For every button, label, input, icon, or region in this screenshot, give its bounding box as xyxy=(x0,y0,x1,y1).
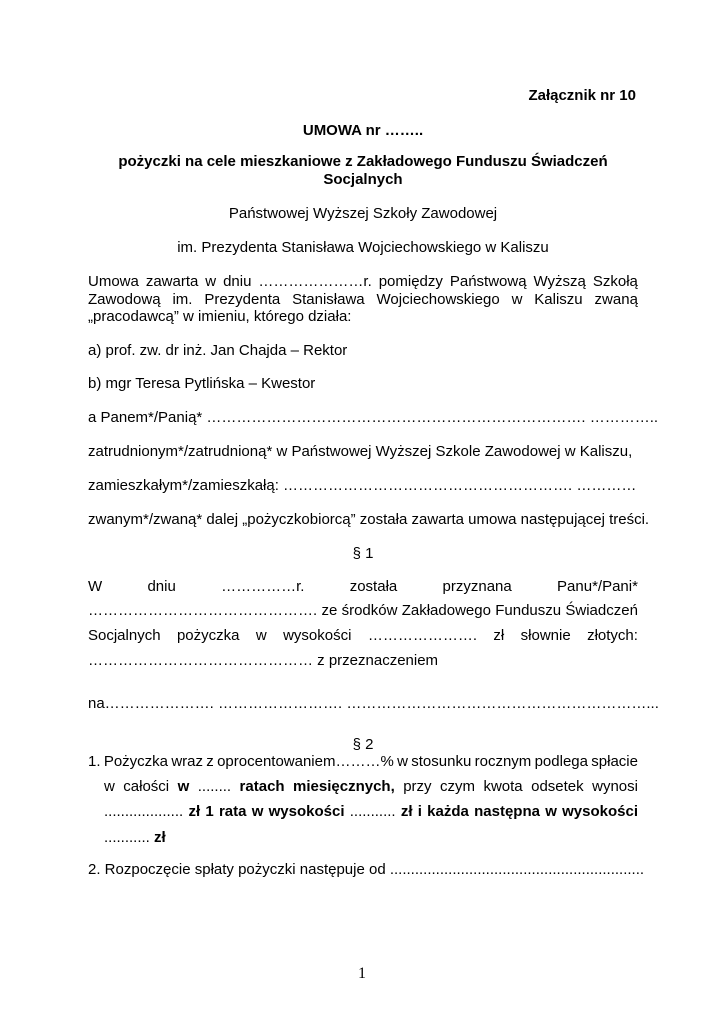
text-run: ................... xyxy=(104,803,189,820)
borrower-named-line: zwanym*/zwaną* dalej „pożyczkobiorcą” została zawarta umowa następującej treści. xyxy=(88,511,650,528)
section2-p1-line3 xyxy=(104,803,638,821)
word: dniu xyxy=(223,273,252,290)
word: przyznana xyxy=(442,578,512,595)
word: pożyczka xyxy=(176,627,240,644)
text-run: w xyxy=(177,778,190,795)
section1-line1 xyxy=(88,578,638,596)
word: Zawodową xyxy=(88,291,161,308)
word: …………………r. xyxy=(258,273,372,290)
word: zł xyxy=(493,627,505,644)
word: …………………. xyxy=(367,627,478,644)
word: słownie xyxy=(520,627,571,644)
word: Kaliszu xyxy=(534,291,583,308)
word: pomiędzy xyxy=(378,273,443,290)
word: środków xyxy=(341,602,398,619)
word: Prezydenta xyxy=(204,291,281,308)
text-run: przy czym kwota odsetek wynosi xyxy=(394,778,638,795)
school-name-line2: im. Prezydenta Stanisława Wojciechowskiego w Kaliszu xyxy=(177,239,549,256)
party-rector: a) prof. zw. dr inż. Jan Chajda – Rektor xyxy=(88,342,348,359)
word: rocznym xyxy=(474,753,532,770)
word: Pożyczka xyxy=(103,753,169,770)
word: ………………………………………. xyxy=(88,602,318,619)
intro-line3: „pracodawcą” w imieniu, którego działa: xyxy=(88,308,352,325)
school-name-line1: Państwowej Wyższej Szkoły Zawodowej xyxy=(228,205,498,222)
intro-line1 xyxy=(88,273,638,291)
section1-line4: ……………………………………… z przeznaczeniem xyxy=(88,652,439,669)
intro-line2 xyxy=(88,291,638,309)
word: Stanisława xyxy=(292,291,365,308)
word: wraz xyxy=(171,753,203,770)
word: z xyxy=(206,753,214,770)
word: w xyxy=(397,753,408,770)
text-run: ........... xyxy=(344,803,401,820)
text-run: zł i każda następna w wysokości xyxy=(400,803,638,820)
text-run: ........ xyxy=(189,778,240,795)
contract-subtitle-line1: pożyczki na cele mieszkaniowe z Zakładowego Funduszu Świadczeń xyxy=(118,153,608,170)
word: została xyxy=(349,578,398,595)
word: Socjalnych xyxy=(88,627,161,644)
word: im. xyxy=(172,291,193,308)
text-run: zł 1 rata w wysokości xyxy=(188,803,345,820)
text-run: w całości xyxy=(104,778,178,795)
word: w xyxy=(511,291,523,308)
party-borrower: a Panem*/Panią* …………………………………………………………………. ………….. xyxy=(88,409,659,426)
word: Wojciechowskiego xyxy=(376,291,500,308)
word: Panu*/Pani* xyxy=(557,578,638,595)
word: zawarta xyxy=(145,273,199,290)
section2-p2: 2. Rozpoczęcie spłaty pożyczki następuje od ............................................................. xyxy=(88,861,645,878)
word: ze xyxy=(321,602,338,619)
word: dniu xyxy=(147,578,176,595)
word: ……………r. xyxy=(221,578,305,595)
word: wysokości xyxy=(283,627,352,644)
word: 1. xyxy=(88,753,101,770)
contract-subtitle-line2: Socjalnych xyxy=(323,171,403,188)
word: spłacie xyxy=(591,753,638,770)
contract-title: UMOWA nr …….. xyxy=(302,122,424,139)
section1-line3 xyxy=(88,627,638,645)
word: Państwową xyxy=(449,273,527,290)
word: Zakładowego xyxy=(401,602,491,619)
residence-line: zamieszkałym*/zamieszkałą: …………………………………………………. ………… xyxy=(88,477,637,494)
party-bursar: b) mgr Teresa Pytlińska – Kwestor xyxy=(88,375,316,392)
employment-line: zatrudnionym*/zatrudnioną* w Państwowej Wyższej Szkole Zawodowej w Kaliszu, xyxy=(88,443,633,460)
section2-p1-line1 xyxy=(88,753,638,771)
word: stosunku xyxy=(411,753,472,770)
word: zwaną xyxy=(594,291,638,308)
section1-purpose-line: na…………………. ……………………. ……………………………………………………... xyxy=(88,695,659,712)
page-number: 1 xyxy=(358,965,366,982)
attachment-label: Załącznik nr 10 xyxy=(528,87,636,104)
word: w xyxy=(205,273,217,290)
text-run: ........... xyxy=(104,829,155,846)
section2-p1-line2 xyxy=(104,778,638,796)
word: złotych: xyxy=(587,627,638,644)
word: Szkołą xyxy=(592,273,638,290)
word: Umowa xyxy=(88,273,139,290)
section1-heading: § 1 xyxy=(352,545,374,562)
word: w xyxy=(255,627,267,644)
section2-p1-line4 xyxy=(104,829,166,847)
word: Funduszu xyxy=(495,602,562,619)
word: oprocentowaniem………% xyxy=(217,753,394,770)
section2-heading: § 2 xyxy=(352,736,374,753)
word: Wyższą xyxy=(533,273,586,290)
text-run: ratach miesięcznych, xyxy=(239,778,395,795)
text-run: zł xyxy=(154,829,166,846)
word: Świadczeń xyxy=(565,602,638,619)
word: podlega xyxy=(534,753,588,770)
section1-line2 xyxy=(88,602,638,620)
word: W xyxy=(88,578,103,595)
